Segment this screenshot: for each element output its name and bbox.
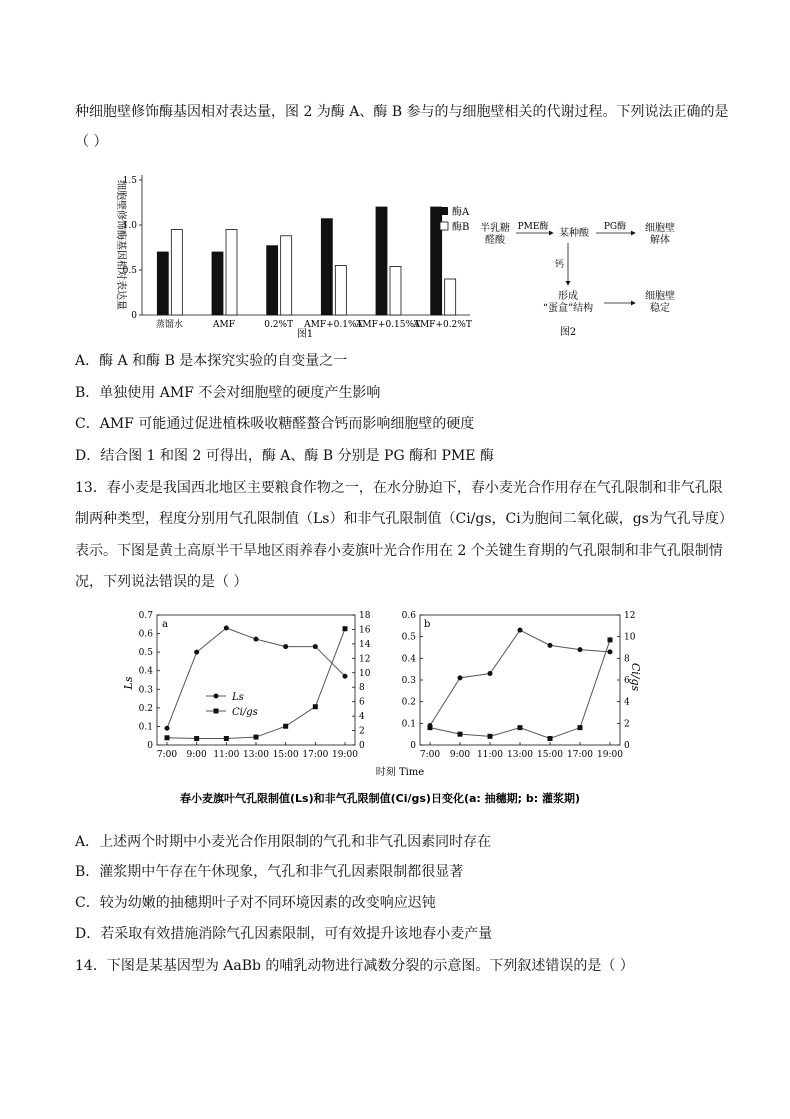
panel-a-ls-point [165,726,170,731]
node-galacturonic-2: 醛酸 [485,235,505,246]
panel-b-ls-line [430,630,610,725]
intro-line-2: （ ） [75,134,108,150]
panel-b-left-tick-label: 0.4 [401,654,416,665]
label-calcium: 钙 [554,260,564,270]
panel-a-ls-point [254,637,259,642]
panel-b-right-tick-label: 10 [624,632,636,643]
panel-a-ci-point [194,736,199,741]
node-wall-stable-1: 细胞壁 [645,291,675,302]
panel-b-ci-point [488,734,493,739]
panel-b-x-tick-label: 17:00 [567,750,593,760]
q12-option-c: C．AMF 可能通过促进植株吸收糖醛螯合钙而影响细胞壁的硬度 [75,416,475,432]
panel-b-ls-point [548,643,553,648]
panel-a-left-tick-label: 0.4 [138,666,153,677]
bar-enzyme-b [281,236,292,315]
panel-a-left-tick-label: 0.6 [138,629,153,640]
bar-enzyme-a [267,246,278,315]
panel-b-ci-point [608,637,613,642]
panel-b-ls-point [458,675,463,680]
x-tick-label: 0.2%T [264,320,294,330]
node-acid: 某种酸 [559,228,589,239]
panel-a-right-tick-label: 16 [359,625,371,636]
panel-b-ls-point [608,649,613,654]
figure-1-bar-chart [100,165,520,355]
panel-a-x-tick-label: 11:00 [213,750,240,760]
q12-option-d: D．结合图 1 和图 2 可得出，酶 A、酶 B 分别是 PG 酶和 PME 酶 [75,448,494,464]
panel-b-left-tick-label: 0.2 [401,697,416,708]
panel-a-left-tick-label: 0.1 [138,722,153,733]
panel-b-label: b [424,619,431,630]
panel-a-right-tick-label: 4 [359,712,365,723]
panel-b-right-tick-label: 2 [624,719,630,730]
panel-a-ls-point [194,650,199,655]
node-eggbox-1: 形成 [558,291,578,302]
panel-a-right-tick-label: 8 [359,683,365,694]
label-pme: PME酶 [517,222,549,232]
x-tick-label: AMF+0.1%T [304,320,363,330]
legend-ci-marker [214,709,219,714]
bar-enzyme-b [335,266,346,316]
panel-b-left-tick-label: 0.5 [401,632,416,643]
panel-a-ci-point [283,724,288,729]
label-pg: PG酶 [603,222,627,232]
figure-3-xlabel: 时刻 Time [375,767,425,778]
panel-a-left-tick-label: 0 [147,741,153,751]
panel-a-ci-point [343,626,348,631]
panel-b-ci-point [578,725,583,730]
node-wall-disassembly-1: 细胞壁 [645,223,675,234]
panel-b-ci-point [548,736,553,741]
panel-a-right-tick-label: 12 [359,654,371,665]
panel-b-left-tick-label: 0 [410,741,416,751]
panel-b-x-tick-label: 11:00 [477,750,503,760]
bar-enzyme-a [157,252,168,315]
panel-a-x-tick-label: 17:00 [302,750,329,760]
panel-b-ci-point [518,725,523,730]
y-tick-label: 1.0 [122,221,137,231]
x-tick-label: AMF+0.15%T [355,320,421,330]
panel-b-left-tick-label: 0.6 [401,611,416,621]
bar-enzyme-b [445,279,456,315]
x-tick-label: AMF+0.2%T [413,320,472,330]
panel-b-x-tick-label: 13:00 [507,750,533,760]
panel-a-ci-point [313,704,318,709]
legend-ci-label: Ci/gs [232,707,258,718]
panel-a-ci-point [224,736,229,741]
x-tick-label: AMF [213,320,235,330]
panel-a-ls-point [224,626,229,631]
panel-b-right-tick-label: 0 [624,741,630,751]
q13-option-c: C．较为幼嫩的抽穗期叶子对不同环境因素的改变响应迟钝 [75,895,436,911]
panel-a-right-tick-label: 10 [359,668,371,679]
panel-b-right-tick-label: 6 [624,676,630,686]
panel-a-x-tick-label: 7:00 [156,750,178,760]
panel-b-ci-line [430,640,610,739]
panel-b-left-tick-label: 0.3 [401,676,416,686]
q13-option-b: B．灌浆期中午存在午休现象，气孔和非气孔因素限制都很显著 [75,864,464,880]
panel-a-x-tick-label: 9:00 [186,750,207,760]
panel-a-left-tick-label: 0.7 [138,611,153,621]
panel-a-x-tick-label: 19:00 [332,750,358,760]
q13-line-3: 表示。下图是黄土高原半干旱地区雨养春小麦旗叶光合作用在 2 个关键生育期的气孔限制和非气孔限制情 [75,543,723,559]
panel-a-left-tick-label: 0.5 [138,648,153,659]
panel-a-x-tick-label: 13:00 [243,750,269,760]
panel-b-ls-point [488,671,493,676]
legend-swatch-b [440,222,448,230]
q13-option-d: D．若采取有效措施消除气孔因素限制，可有效提升该地春小麦产量 [75,926,493,942]
bar-enzyme-b [171,230,182,316]
figure-3-line-charts [110,605,670,815]
bar-enzyme-b [390,266,401,315]
y-tick-label: 1.5 [122,176,137,186]
q14-line-1: 14．下图是某基因型为 AaBb 的哺乳动物进行减数分裂的示意图。下列叙述错误的是（ ） [75,958,634,974]
legend-ls-label: Ls [232,692,244,703]
q12-option-b: B．单独使用 AMF 不会对细胞壁的硬度产生影响 [75,385,381,401]
panel-a-ci-point [254,735,259,740]
q13-option-a: A．上述两个时期中小麦光合作用限制的气孔和非气孔因素同时存在 [75,834,492,850]
panel-b-right-tick-label: 12 [624,611,636,621]
panel-a-left-tick-label: 0.2 [138,703,153,714]
panel-b-ci-point [458,732,463,737]
panel-b-right-tick-label: 8 [624,654,630,665]
panel-b-x-tick-label: 19:00 [597,750,623,760]
panel-a-ls-point [343,674,348,679]
figure-3-ylabel-right: Ci/gs [629,662,642,692]
node-wall-stable-2: 稳定 [650,303,670,314]
panel-b-ls-point [518,628,523,633]
panel-b-x-tick-label: 15:00 [537,750,563,760]
panel-b-ci-point [428,725,433,730]
panel-a-label: a [162,619,168,630]
bar-enzyme-a [212,252,223,315]
panel-b-ls-point [578,647,583,652]
panel-a-right-tick-label: 0 [359,741,365,751]
node-eggbox-2: “蛋盒”结构 [542,303,594,314]
y-tick-label: 0 [131,311,137,321]
panel-b-right-tick-label: 4 [624,697,630,708]
intro-line-1: 种细胞壁修饰酶基因相对表达量，图 2 为酶 A、酶 B 参与的与细胞壁相关的代谢过程。下列说法正确的是 [75,104,729,120]
panel-a-ci-point [165,735,170,740]
panel-a-x-tick-label: 15:00 [272,750,299,760]
panel-b-x-tick-label: 9:00 [449,750,471,760]
panel-b-x-tick-label: 7:00 [419,750,441,760]
y-tick-label: 0.5 [122,266,137,276]
q12-option-a: A．酶 A 和酶 B 是本探究实验的自变量之一 [75,353,348,369]
figure-1-caption: 图1 [296,329,314,340]
panel-a-right-tick-label: 14 [359,639,371,650]
bar-enzyme-a [321,219,332,315]
figure-2-pathway-diagram [470,205,700,355]
bar-enzyme-b [226,230,237,316]
node-galacturonic-1: 半乳糖 [480,223,510,234]
panel-a-right-tick-label: 2 [359,726,365,737]
panel-a-right-tick-label: 6 [359,697,365,708]
panel-a-right-tick-label: 18 [359,611,371,621]
panel-a-left-tick-label: 0.3 [138,685,153,696]
panel-a-ls-point [283,644,288,649]
q13-line-2: 制两种类型，程度分别用气孔限制值（Ls）和非气孔限制值（Ci/gs，Ci为胞间二氧化碳，gs为气孔导度） [75,511,733,527]
panel-a-ci-line [167,629,345,739]
panel-b-left-tick-label: 0.1 [401,719,416,730]
figure-3-ylabel-left: Ls [122,676,135,690]
panel-a-ls-point [313,644,318,649]
legend-swatch-a [440,207,448,215]
bar-enzyme-a [376,207,387,315]
q13-line-4: 况，下列说法错误的是（ ） [75,574,248,590]
legend-label-a: 酶A [452,207,470,218]
node-wall-disassembly-2: 解体 [650,235,670,246]
figure-3-caption: 春小麦旗叶气孔限制值(Ls)和非气孔限制值(Ci/gs)日变化(a: 抽穗期; b: 灌浆期) [180,792,580,805]
legend-ls-marker [214,694,219,699]
figure-2-caption: 图2 [559,327,577,338]
q13-line-1: 13．春小麦是我国西北地区主要粮食作物之一，在水分胁迫下，春小麦光合作用存在气孔限制和非气孔限 [75,480,723,496]
legend-label-b: 酶B [452,222,470,233]
x-tick-label: 蒸馏水 [155,320,183,330]
figure-1-ylabel: 细胞壁修饰酶基因相对表达量 [115,180,126,310]
